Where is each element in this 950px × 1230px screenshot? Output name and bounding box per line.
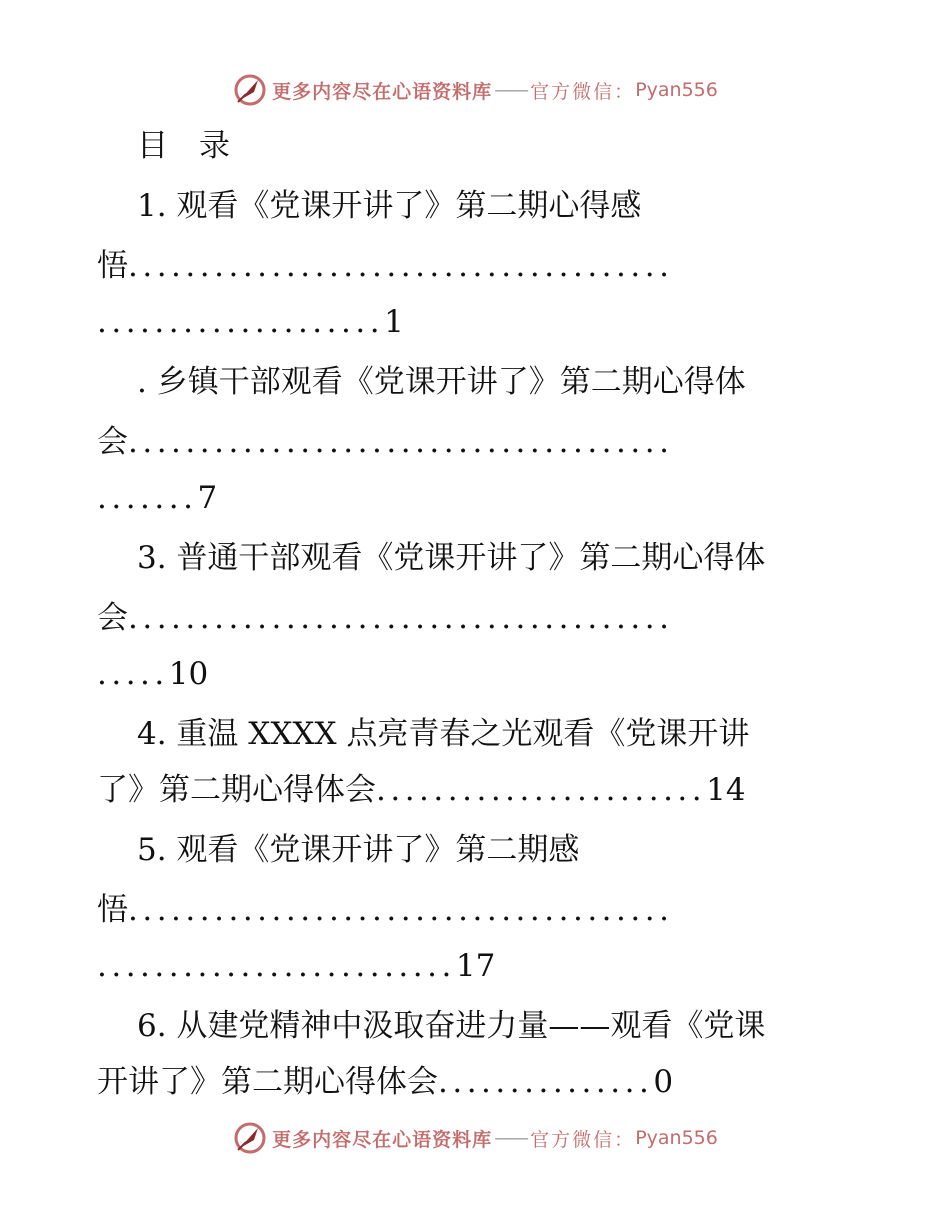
banner-wechat-label: 官方微信： <box>530 1128 636 1151</box>
banner-dash: —— <box>494 1127 527 1149</box>
toc-entry-3-continuation[interactable]: 会...................................... <box>97 600 674 636</box>
banner-account: Pyan556 <box>635 79 718 101</box>
header-banner <box>0 70 950 110</box>
toc-entry-2-title[interactable]: . 乡镇干部观看《党课开讲了》第二期心得体 <box>137 364 746 400</box>
toc-entry-1-continuation[interactable]: 悟...................................... <box>97 248 674 284</box>
toc-entry-6-continuation[interactable]: 开讲了》第二期心得体会...............0 <box>97 1064 674 1100</box>
toc-entry-1-title[interactable]: 1. 观看《党课开讲了》第二期心得感 <box>137 188 642 224</box>
banner-account: Pyan556 <box>635 1127 718 1149</box>
toc-entry-4-title[interactable]: 4. 重温 XXXX 点亮青春之光观看《党课开讲 <box>137 716 750 752</box>
toc-entry-1-page[interactable]: ....................1 <box>97 304 404 340</box>
banner-brand: 更多内容尽在心语资料库 <box>272 80 493 103</box>
toc-entry-3-title[interactable]: 3. 普通干部观看《党课开讲了》第二期心得体 <box>137 540 766 576</box>
toc-entry-2-continuation[interactable]: 会...................................... <box>97 424 674 460</box>
quill-logo-icon <box>232 1120 268 1156</box>
footer-banner <box>0 1118 950 1158</box>
banner-brand: 更多内容尽在心语资料库 <box>272 1128 493 1151</box>
banner-wechat-label: 官方微信： <box>530 80 636 103</box>
toc-entry-4-continuation[interactable]: 了》第二期心得体会.......................14 <box>97 772 746 808</box>
banner-dash: —— <box>494 79 527 101</box>
toc-entry-2-page[interactable]: .......7 <box>97 480 218 516</box>
quill-logo-icon <box>232 72 268 108</box>
toc-entry-5-page[interactable]: .........................17 <box>97 948 496 984</box>
toc-entry-5-continuation[interactable]: 悟...................................... <box>97 892 674 928</box>
toc-entry-6-title[interactable]: 6. 从建党精神中汲取奋进力量——观看《党课 <box>137 1008 766 1044</box>
toc-title: 目 录 <box>137 128 230 164</box>
toc-entry-3-page[interactable]: .....10 <box>97 656 209 692</box>
toc-entry-5-title[interactable]: 5. 观看《党课开讲了》第二期感 <box>137 832 580 868</box>
